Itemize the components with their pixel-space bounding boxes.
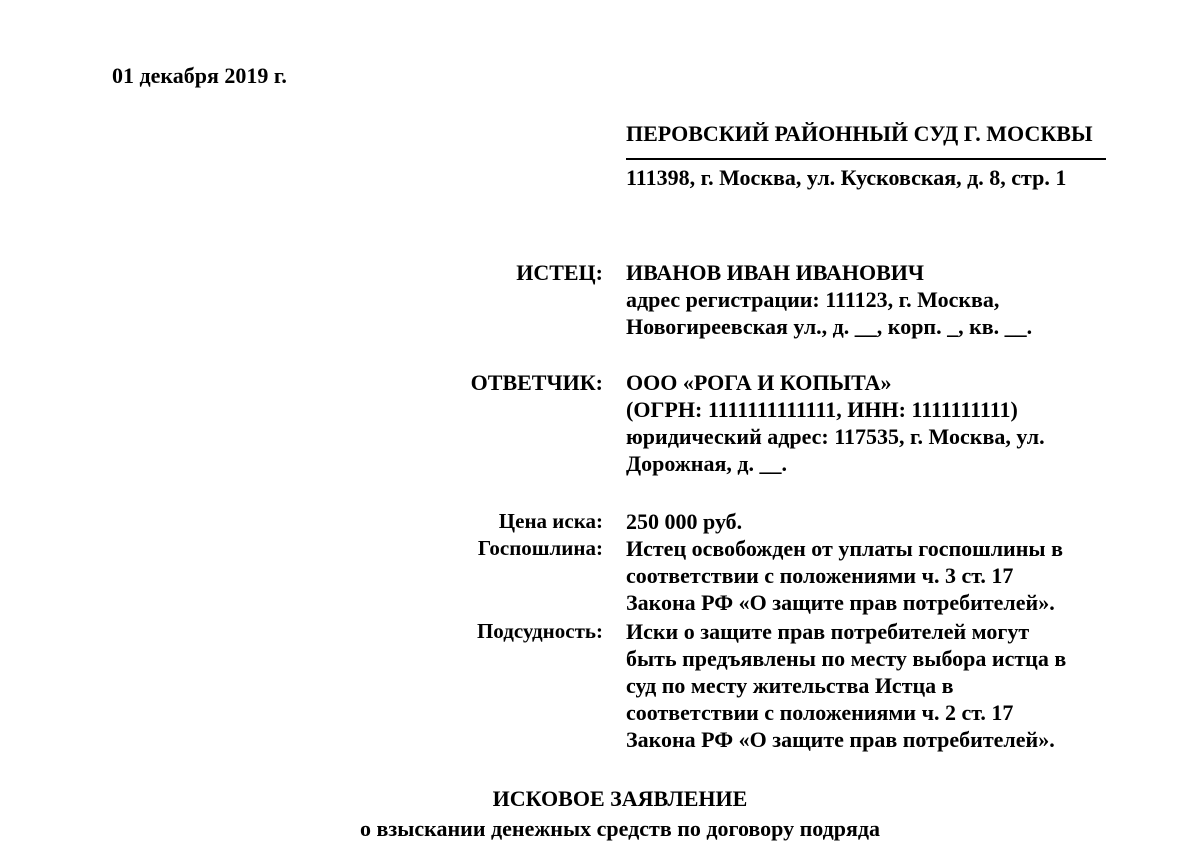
claim-price-value-wrap [626,508,1126,535]
claim-price-value: 250 000 руб. [626,509,743,534]
plaintiff-name: ИВАНОВ ИВАН ИВАНОВИЧ [626,260,925,285]
defendant-address-line-2: Дорожная, д. __. [626,451,787,476]
jurisdiction-line-3: суд по месту жительства Истца в [626,673,954,698]
court-underline [626,158,1106,160]
document-subtitle: о взыскании денежных средств по договору подряда [359,816,881,841]
state-fee-line-2: соответствии с положениями ч. 3 ст. 17 [626,563,1014,588]
court-address: 111398, г. Москва, ул. Кусковская, д. 8, стр. 1 [626,165,1067,190]
state-fee-line-1: Истец освобожден от уплаты госпошлины в [626,536,1063,561]
state-fee-details [626,535,1126,616]
document-date: 01 декабря 2019 г. [112,63,287,88]
plaintiff-address-line-1: адрес регистрации: 111123, г. Москва, [626,287,1000,312]
document-title: ИСКОВОЕ ЗАЯВЛЕНИЕ [492,786,748,811]
state-fee-line-3: Закона РФ «О защите прав потребителей». [626,590,1055,615]
plaintiff-label: ИСТЕЦ: [516,260,603,285]
plaintiff-details [626,259,1126,340]
jurisdiction-line-5: Закона РФ «О защите прав потребителей». [626,727,1055,752]
jurisdiction-line-1: Иски о защите прав потребителей могут [626,619,1030,644]
state-fee-label: Госпошлина: [477,536,603,560]
defendant-ids: (ОГРН: 1111111111111, ИНН: 1111111111) [626,397,1018,422]
court-block [626,120,1146,192]
defendant-name: ООО «РОГА И КОПЫТА» [626,370,892,395]
defendant-address-line-1: юридический адрес: 117535, г. Москва, ул. [626,424,1045,449]
court-name: ПЕРОВСКИЙ РАЙОННЫЙ СУД Г. МОСКВЫ [626,121,1093,146]
jurisdiction-label: Подсудность: [476,619,603,643]
claim-price-label: Цена иска: [498,509,603,533]
jurisdiction-details [626,618,1126,753]
jurisdiction-line-2: быть предъявлены по месту выбора истца в [626,646,1067,671]
defendant-label: ОТВЕТЧИК: [470,370,603,395]
jurisdiction-line-4: соответствии с положениями ч. 2 ст. 17 [626,700,1014,725]
defendant-details [626,369,1126,477]
plaintiff-address-line-2: Новогиреевская ул., д. __, корп. _, кв. __. [626,314,1033,339]
